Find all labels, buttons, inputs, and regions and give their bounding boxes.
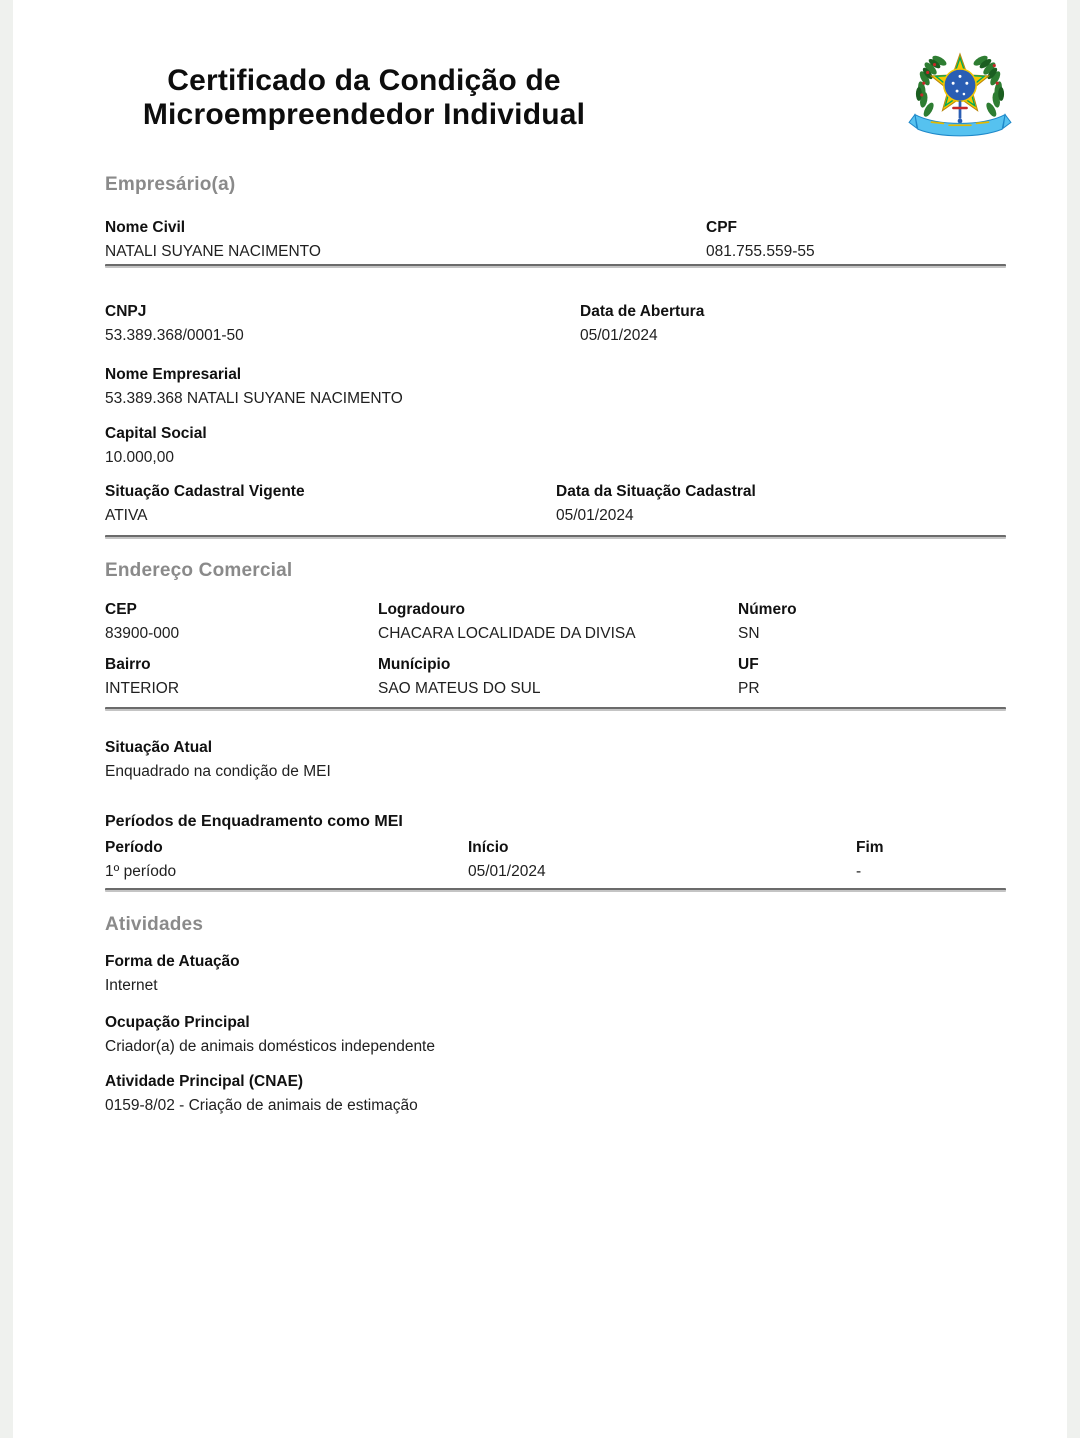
bairro-label: Bairro — [105, 656, 151, 673]
page-title — [118, 64, 610, 132]
page-title-line1: Certificado da Condição de — [167, 64, 561, 97]
data-situacao-label: Data da Situação Cadastral — [556, 483, 756, 500]
cnpj-value: 53.389.368/0001-50 — [105, 327, 244, 344]
cep-value: 83900-000 — [105, 625, 180, 642]
column-fim — [856, 838, 884, 882]
capital-social-value: 10.000,00 — [105, 449, 174, 466]
uf-value: PR — [738, 680, 760, 697]
municipio-value: SAO MATEUS DO SUL — [378, 680, 541, 697]
field-situacao-atual — [105, 738, 331, 782]
nome-empresarial-value: 53.389.368 NATALI SUYANE NACIMENTO — [105, 390, 403, 407]
field-municipio — [378, 655, 541, 699]
numero-value: SN — [738, 625, 760, 642]
field-uf — [738, 655, 760, 699]
fim-header: Fim — [856, 839, 884, 856]
data-abertura-label: Data de Abertura — [580, 303, 705, 320]
brazil-coat-of-arms-icon — [901, 46, 1019, 142]
data-situacao-value: 05/01/2024 — [556, 507, 634, 524]
situacao-cadastral-value: ATIVA — [105, 507, 148, 524]
numero-label: Número — [738, 601, 797, 618]
fim-cell: - — [856, 863, 862, 880]
periodos-heading-label: Períodos de Enquadramento como MEI — [105, 813, 403, 830]
field-data-abertura — [580, 302, 704, 346]
field-capital-social — [105, 424, 207, 468]
row-nome-civil-cpf — [105, 218, 1006, 266]
periodo-cell: 1º período — [105, 863, 177, 880]
nome-civil-label: Nome Civil — [105, 219, 186, 236]
divider — [105, 707, 1006, 711]
section-heading-endereco: Endereço Comercial — [105, 560, 293, 581]
field-ocupacao-principal — [105, 1013, 435, 1057]
data-abertura-value: 05/01/2024 — [580, 327, 658, 344]
nome-civil-value: NATALI SUYANE NACIMENTO — [105, 243, 321, 260]
nome-empresarial-label: Nome Empresarial — [105, 366, 242, 383]
cep-label: CEP — [105, 601, 137, 618]
cpf-label: CPF — [706, 219, 737, 236]
periodos-heading — [105, 812, 403, 832]
situacao-atual-label: Situação Atual — [105, 739, 213, 756]
section-heading-empresario: Empresário(a) — [105, 174, 236, 195]
divider — [105, 888, 1006, 892]
situacao-cadastral-label: Situação Cadastral Vigente — [105, 483, 305, 500]
field-logradouro — [378, 600, 636, 644]
cnpj-label: CNPJ — [105, 303, 147, 320]
divider — [105, 535, 1006, 539]
field-forma-atuacao — [105, 952, 240, 996]
field-numero — [738, 600, 797, 644]
field-nome-empresarial — [105, 365, 403, 409]
field-cpf — [706, 218, 815, 262]
field-bairro — [105, 655, 179, 699]
column-periodo — [105, 838, 176, 882]
row-cep-logradouro-numero — [105, 600, 1006, 648]
ocupacao-principal-value: Criador(a) de animais domésticos independente — [105, 1038, 435, 1055]
uf-label: UF — [738, 656, 759, 673]
field-nome-civil — [105, 218, 321, 262]
municipio-label: Munícipio — [378, 656, 451, 673]
field-cnpj — [105, 302, 244, 346]
bairro-value: INTERIOR — [105, 680, 180, 697]
page-title-line2: Microempreendedor Individual — [142, 98, 586, 131]
table-row-periodo — [105, 838, 1006, 886]
row-situacao-cadastral — [105, 482, 1006, 530]
atividade-principal-value: 0159-8/02 - Criação de animais de estimação — [105, 1097, 418, 1114]
field-cep — [105, 600, 179, 644]
logradouro-value: CHACARA LOCALIDADE DA DIVISA — [378, 625, 636, 642]
row-cnpj-abertura — [105, 302, 1006, 350]
field-atividade-principal — [105, 1072, 418, 1116]
inicio-header: Início — [468, 839, 509, 856]
atividade-principal-label: Atividade Principal (CNAE) — [105, 1073, 304, 1090]
section-heading-atividades: Atividades — [105, 914, 204, 935]
periodo-header: Período — [105, 839, 163, 856]
logradouro-label: Logradouro — [378, 601, 465, 618]
ocupacao-principal-label: Ocupação Principal — [105, 1014, 250, 1031]
situacao-atual-value: Enquadrado na condição de MEI — [105, 763, 331, 780]
field-data-situacao — [556, 482, 756, 526]
divider — [105, 264, 1006, 268]
capital-social-label: Capital Social — [105, 425, 207, 442]
column-inicio — [468, 838, 546, 882]
inicio-cell: 05/01/2024 — [468, 863, 546, 880]
forma-atuacao-value: Internet — [105, 977, 158, 994]
forma-atuacao-label: Forma de Atuação — [105, 953, 240, 970]
certificate-page — [13, 0, 1067, 1438]
row-bairro-municipio-uf — [105, 655, 1006, 703]
cpf-value: 081.755.559-55 — [706, 243, 815, 260]
field-situacao-cadastral — [105, 482, 305, 526]
